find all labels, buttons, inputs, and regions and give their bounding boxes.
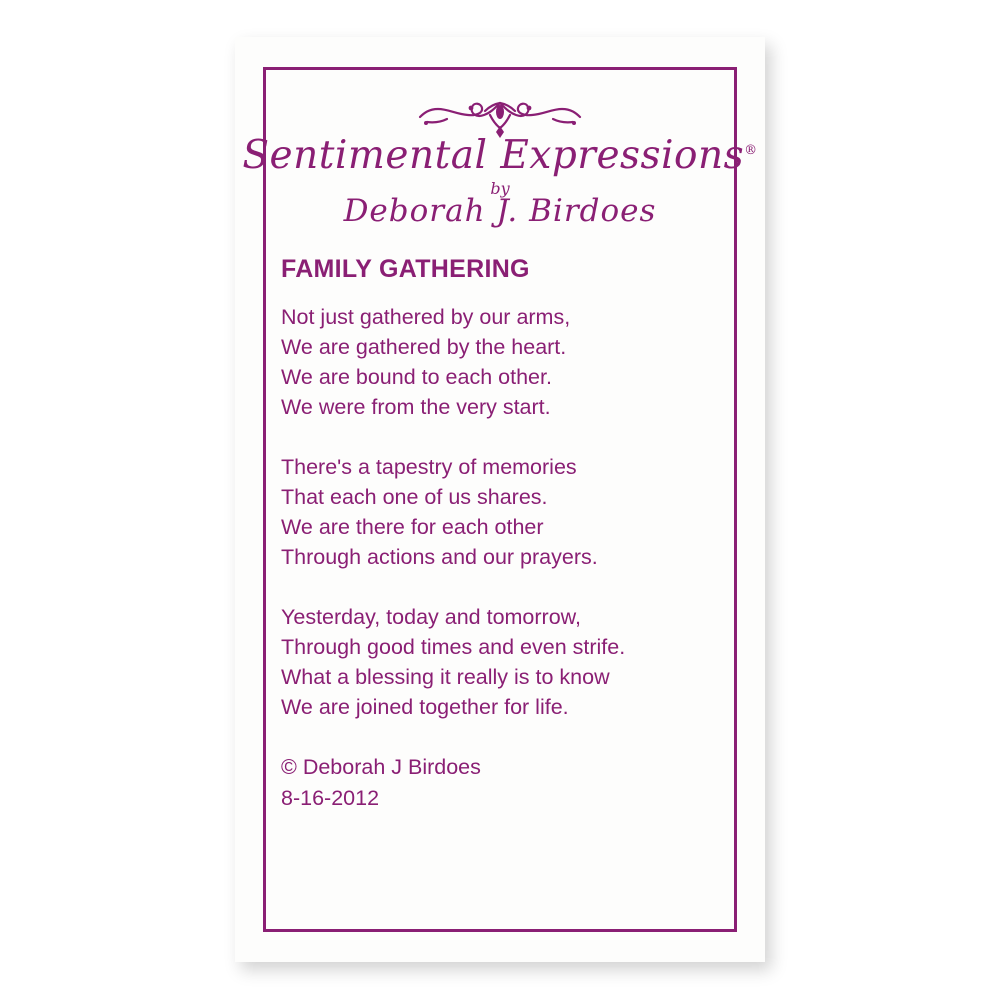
greeting-card [235,37,765,962]
poem-line: We are there for each other [281,515,544,539]
poem-line: Yesterday, today and tomorrow, [281,605,581,629]
poem-line: Through actions and our prayers. [281,545,598,569]
card-content [235,37,765,962]
poem-line: That each one of us shares. [281,485,548,509]
copyright-line: © Deborah J Birdoes [281,755,481,779]
poem-line: We are bound to each other. [281,365,552,389]
poem-line: We were from the very start. [281,395,551,419]
by-label: by [490,179,510,198]
poem-block [281,255,735,814]
poem-stanza-2 [281,452,735,572]
poem-line: Not just gathered by our arms, [281,305,571,329]
author-name: Deborah J. Birdoes [343,193,657,229]
poem-line: What a blessing it really is to know [281,665,610,689]
copyright-date: 8-16-2012 [281,786,380,810]
brand-name-text: Sentimental Expressions [242,133,745,178]
poem-line: We are gathered by the heart. [281,335,567,359]
poem-line: There's a tapestry of memories [281,455,577,479]
poem-line: Through good times and even strife. [281,635,626,659]
copyright-block [281,752,735,814]
brand-name [235,133,765,178]
poem-line: We are joined together for life. [281,695,569,719]
registered-mark: ® [744,143,758,158]
poem-stanza-3 [281,602,735,722]
poem-stanza-1 [281,302,735,422]
page-title: FAMILY GATHERING [281,255,530,283]
